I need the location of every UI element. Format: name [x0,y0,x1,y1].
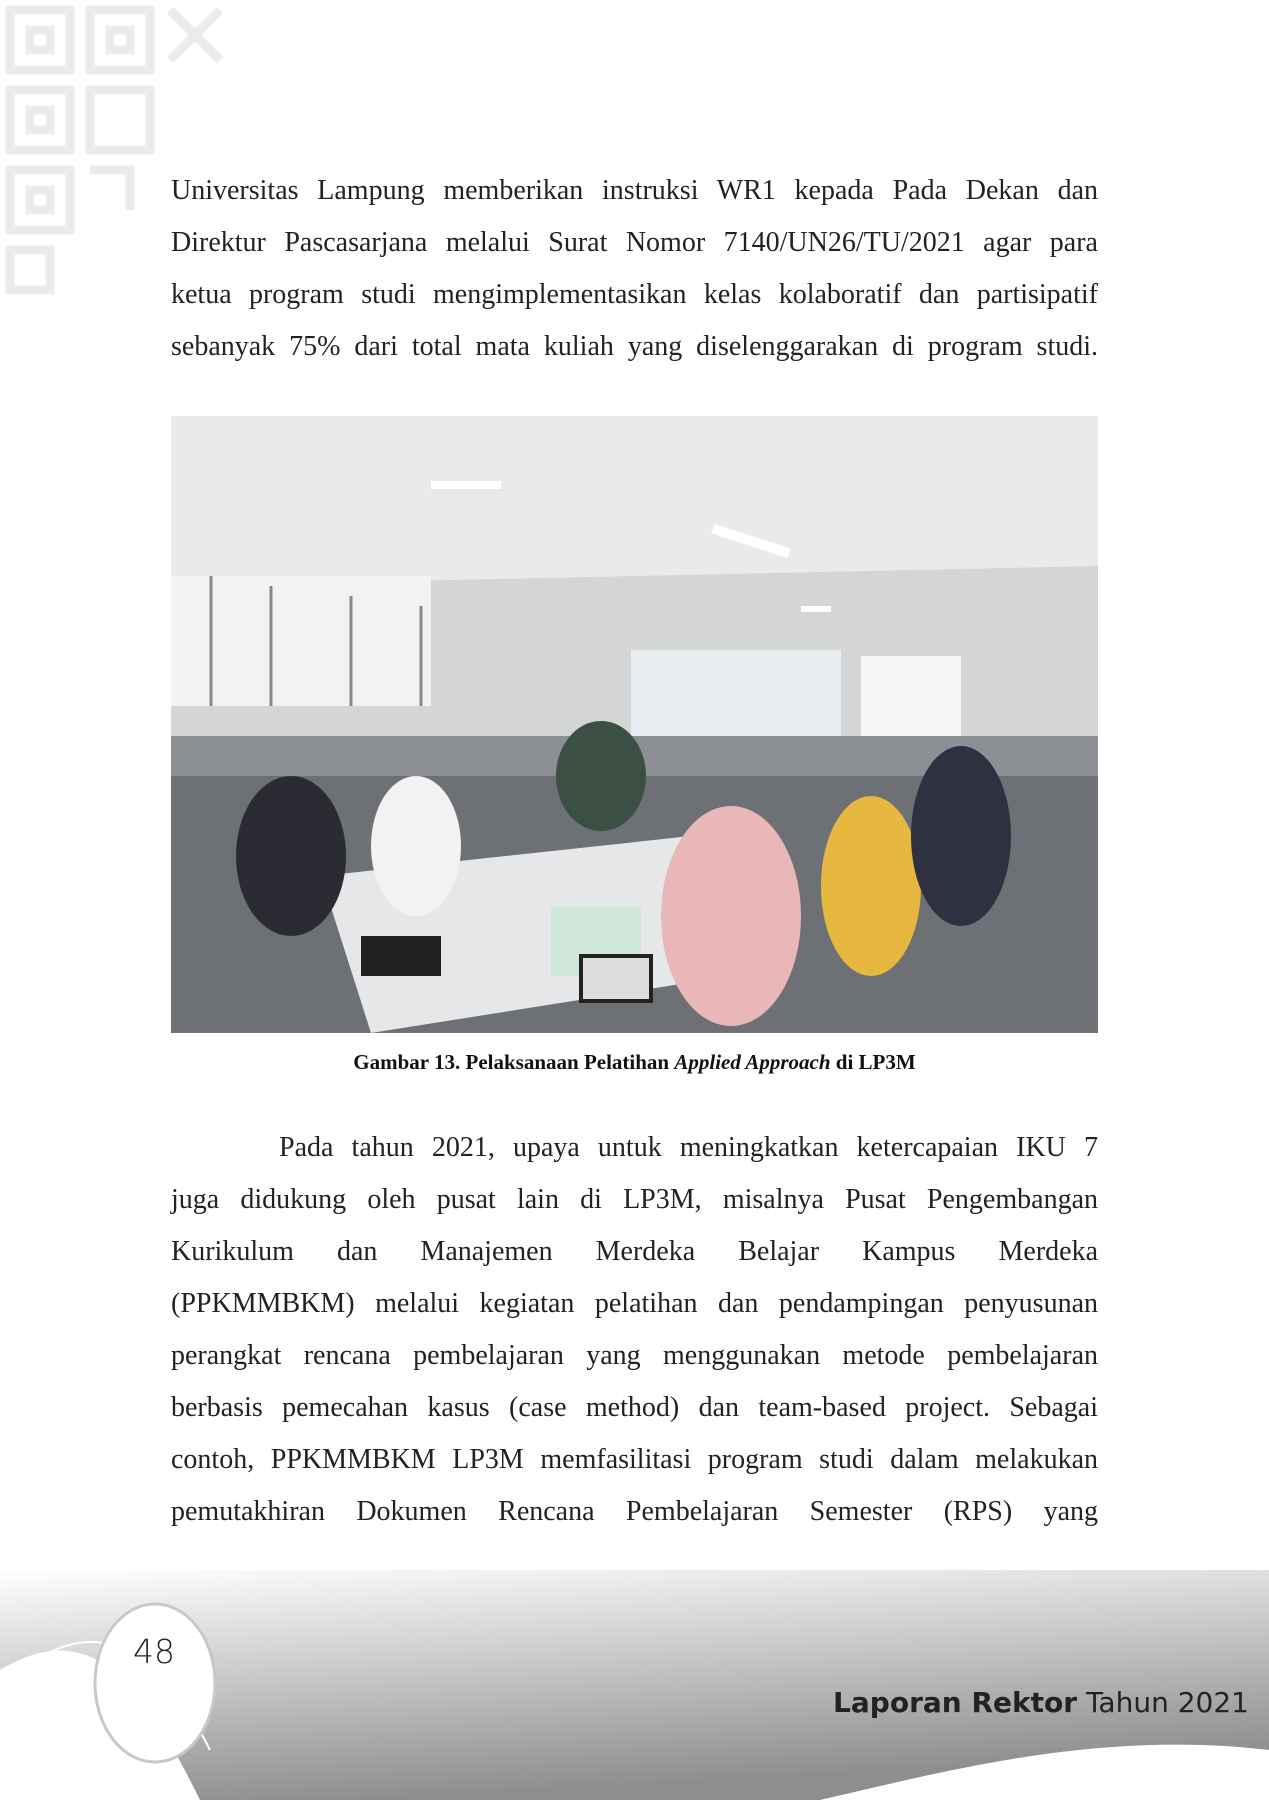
text-line: pemutakhiran Dokumen Rencana Pembelajaran Semester (RPS) yang [171,1496,1098,1527]
footer-wave [0,1550,1269,1800]
text-line: ketua program studi mengimplementasikan kelas kolaboratif dan partisipatif [171,279,1098,310]
caption-suffix: di LP3M [830,1050,916,1074]
report-title-bold: Laporan Rektor [833,1686,1078,1719]
text-line: berbasis pemecahan kasus (case method) dan team-based project. Sebagai [171,1392,1098,1423]
paragraph-1 [171,165,1098,373]
figure-caption [171,1050,1098,1075]
text-line: (PPKMMBKM) melalui kegiatan pelatihan dan pendampingan penyusunan [171,1288,1098,1319]
page-number: 48 [133,1632,175,1671]
text-line: Kurikulum dan Manajemen Merdeka Belajar Kampus Merdeka [171,1236,1098,1267]
caption-prefix: Gambar 13. Pelaksanaan Pelatihan [353,1050,675,1074]
text-line: sebanyak 75% dari total mata kuliah yang diselenggarakan di program studi. [171,331,1098,362]
text-line: Pada tahun 2021, upaya untuk meningkatkan ketercapaian IKU 7 [279,1132,1098,1163]
text-line: contoh, PPKMMBKM LP3M memfasilitasi program studi dalam melakukan [171,1444,1098,1475]
text-line: perangkat rencana pembelajaran yang menggunakan metode pembelajaran [171,1340,1098,1371]
paragraph-2 [171,1122,1098,1538]
caption-italic: Applied Approach [674,1050,831,1074]
text-line: Direktur Pascasarjana melalui Surat Nomor 7140/UN26/TU/2021 agar para [171,227,1098,258]
report-title-year: Tahun 2021 [1077,1686,1249,1719]
report-title [833,1686,1249,1719]
training-photo [171,416,1098,1033]
text-line: juga didukung oleh pusat lain di LP3M, misalnya Pusat Pengembangan [171,1184,1098,1215]
text-line: Universitas Lampung memberikan instruksi WR1 kepada Pada Dekan dan [171,175,1098,206]
